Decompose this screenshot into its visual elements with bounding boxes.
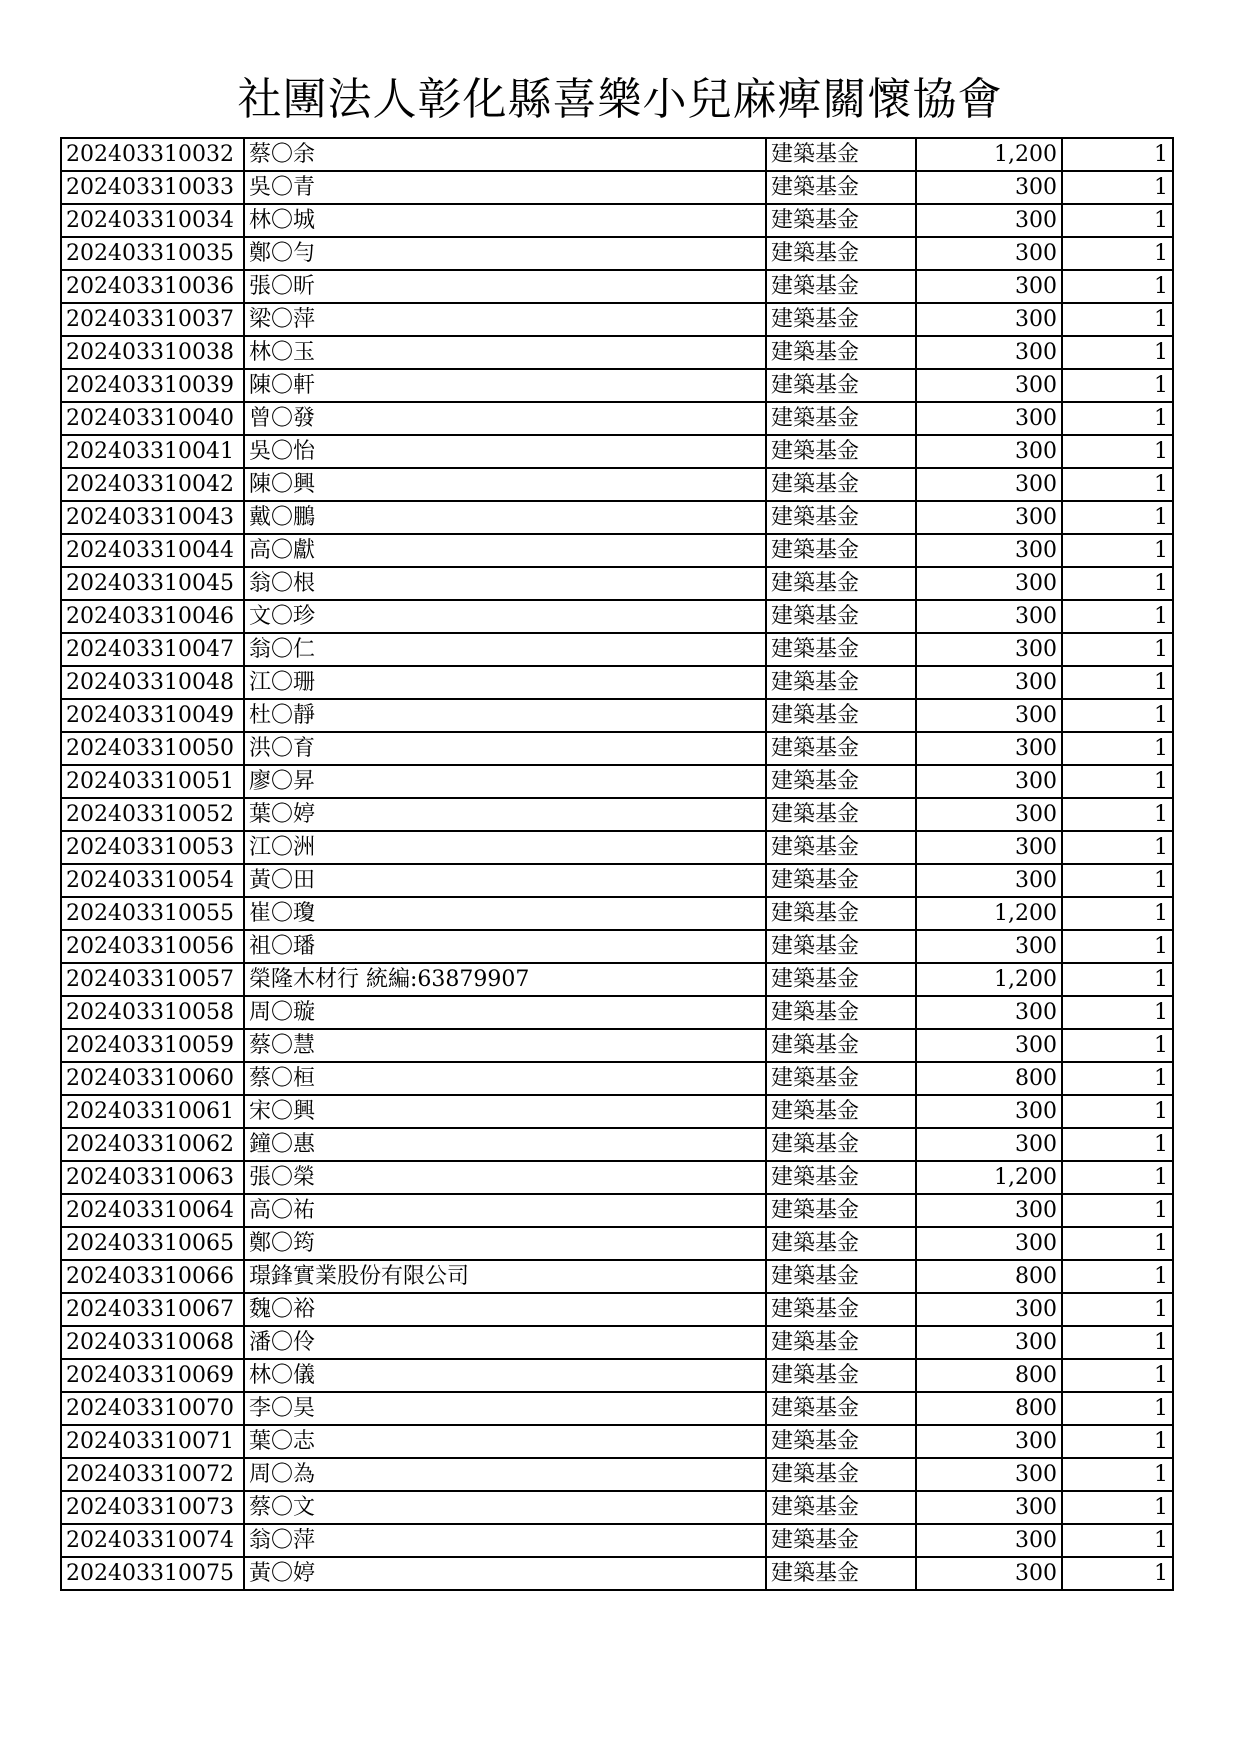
fund-type-cell: 建築基金 [766, 1128, 916, 1161]
table-row [61, 468, 1173, 501]
amount-cell: 300 [916, 1029, 1062, 1062]
amount-cell: 800 [916, 1062, 1062, 1095]
table-row [61, 963, 1173, 996]
count-cell: 1 [1062, 336, 1173, 369]
amount-cell: 300 [916, 1227, 1062, 1260]
fund-type-cell: 建築基金 [766, 831, 916, 864]
donation-table [60, 137, 1174, 1591]
receipt-number-cell: 202403310066 [61, 1260, 244, 1293]
receipt-number-cell: 202403310062 [61, 1128, 244, 1161]
fund-type-cell: 建築基金 [766, 600, 916, 633]
fund-type-cell: 建築基金 [766, 1557, 916, 1590]
table-row [61, 1095, 1173, 1128]
table-row [61, 501, 1173, 534]
amount-cell: 300 [916, 567, 1062, 600]
amount-cell: 300 [916, 1425, 1062, 1458]
amount-cell: 800 [916, 1260, 1062, 1293]
table-row [61, 1293, 1173, 1326]
donor-name-cell: 翁〇根 [244, 567, 766, 600]
donor-name-cell: 文〇珍 [244, 600, 766, 633]
receipt-number-cell: 202403310050 [61, 732, 244, 765]
count-cell: 1 [1062, 237, 1173, 270]
donor-name-cell: 蔡〇文 [244, 1491, 766, 1524]
count-cell: 1 [1062, 270, 1173, 303]
count-cell: 1 [1062, 699, 1173, 732]
receipt-number-cell: 202403310056 [61, 930, 244, 963]
fund-type-cell: 建築基金 [766, 996, 916, 1029]
receipt-number-cell: 202403310036 [61, 270, 244, 303]
table-row [61, 138, 1173, 171]
amount-cell: 1,200 [916, 963, 1062, 996]
table-row [61, 666, 1173, 699]
table-row [61, 1359, 1173, 1392]
table-row [61, 1557, 1173, 1590]
table-row [61, 996, 1173, 1029]
donor-name-cell: 黃〇田 [244, 864, 766, 897]
fund-type-cell: 建築基金 [766, 930, 916, 963]
count-cell: 1 [1062, 732, 1173, 765]
table-row [61, 1491, 1173, 1524]
fund-type-cell: 建築基金 [766, 666, 916, 699]
fund-type-cell: 建築基金 [766, 1392, 916, 1425]
receipt-number-cell: 202403310049 [61, 699, 244, 732]
donor-name-cell: 鄭〇勻 [244, 237, 766, 270]
receipt-number-cell: 202403310043 [61, 501, 244, 534]
count-cell: 1 [1062, 1260, 1173, 1293]
amount-cell: 300 [916, 765, 1062, 798]
count-cell: 1 [1062, 1128, 1173, 1161]
table-row [61, 765, 1173, 798]
receipt-number-cell: 202403310052 [61, 798, 244, 831]
fund-type-cell: 建築基金 [766, 1029, 916, 1062]
table-row [61, 270, 1173, 303]
donor-name-cell: 梁〇萍 [244, 303, 766, 336]
amount-cell: 300 [916, 699, 1062, 732]
receipt-number-cell: 202403310067 [61, 1293, 244, 1326]
amount-cell: 300 [916, 600, 1062, 633]
donor-name-cell: 葉〇婷 [244, 798, 766, 831]
count-cell: 1 [1062, 1293, 1173, 1326]
table-row [61, 336, 1173, 369]
receipt-number-cell: 202403310044 [61, 534, 244, 567]
amount-cell: 300 [916, 1293, 1062, 1326]
fund-type-cell: 建築基金 [766, 633, 916, 666]
donation-table-body [61, 138, 1173, 1590]
amount-cell: 300 [916, 534, 1062, 567]
amount-cell: 1,200 [916, 897, 1062, 930]
fund-type-cell: 建築基金 [766, 1293, 916, 1326]
donor-name-cell: 李〇昊 [244, 1392, 766, 1425]
amount-cell: 300 [916, 864, 1062, 897]
donor-name-cell: 江〇洲 [244, 831, 766, 864]
amount-cell: 300 [916, 633, 1062, 666]
fund-type-cell: 建築基金 [766, 1260, 916, 1293]
receipt-number-cell: 202403310055 [61, 897, 244, 930]
count-cell: 1 [1062, 1095, 1173, 1128]
table-row [61, 831, 1173, 864]
fund-type-cell: 建築基金 [766, 864, 916, 897]
receipt-number-cell: 202403310051 [61, 765, 244, 798]
amount-cell: 300 [916, 732, 1062, 765]
donor-name-cell: 蔡〇余 [244, 138, 766, 171]
count-cell: 1 [1062, 1458, 1173, 1491]
receipt-number-cell: 202403310041 [61, 435, 244, 468]
count-cell: 1 [1062, 1227, 1173, 1260]
amount-cell: 800 [916, 1359, 1062, 1392]
table-row [61, 1326, 1173, 1359]
donor-name-cell: 黃〇婷 [244, 1557, 766, 1590]
amount-cell: 300 [916, 1095, 1062, 1128]
donor-name-cell: 祖〇璠 [244, 930, 766, 963]
amount-cell: 300 [916, 204, 1062, 237]
amount-cell: 300 [916, 435, 1062, 468]
table-row [61, 369, 1173, 402]
fund-type-cell: 建築基金 [766, 897, 916, 930]
receipt-number-cell: 202403310033 [61, 171, 244, 204]
table-row [61, 567, 1173, 600]
donor-name-cell: 林〇城 [244, 204, 766, 237]
donor-name-cell: 林〇玉 [244, 336, 766, 369]
fund-type-cell: 建築基金 [766, 732, 916, 765]
amount-cell: 300 [916, 1458, 1062, 1491]
table-row [61, 1425, 1173, 1458]
table-row [61, 897, 1173, 930]
count-cell: 1 [1062, 402, 1173, 435]
amount-cell: 300 [916, 666, 1062, 699]
donor-name-cell: 蔡〇桓 [244, 1062, 766, 1095]
count-cell: 1 [1062, 897, 1173, 930]
receipt-number-cell: 202403310048 [61, 666, 244, 699]
fund-type-cell: 建築基金 [766, 336, 916, 369]
table-row [61, 534, 1173, 567]
fund-type-cell: 建築基金 [766, 699, 916, 732]
amount-cell: 300 [916, 798, 1062, 831]
receipt-number-cell: 202403310034 [61, 204, 244, 237]
count-cell: 1 [1062, 501, 1173, 534]
amount-cell: 300 [916, 996, 1062, 1029]
donor-name-cell: 陳〇軒 [244, 369, 766, 402]
donor-name-cell: 翁〇仁 [244, 633, 766, 666]
receipt-number-cell: 202403310042 [61, 468, 244, 501]
count-cell: 1 [1062, 1557, 1173, 1590]
count-cell: 1 [1062, 963, 1173, 996]
donor-name-cell: 高〇祐 [244, 1194, 766, 1227]
count-cell: 1 [1062, 1524, 1173, 1557]
count-cell: 1 [1062, 1392, 1173, 1425]
table-row [61, 864, 1173, 897]
fund-type-cell: 建築基金 [766, 1458, 916, 1491]
table-row [61, 1062, 1173, 1095]
donor-name-cell: 戴〇鵬 [244, 501, 766, 534]
donor-name-cell: 榮隆木材行 統編:63879907 [244, 963, 766, 996]
count-cell: 1 [1062, 1161, 1173, 1194]
amount-cell: 300 [916, 501, 1062, 534]
fund-type-cell: 建築基金 [766, 1095, 916, 1128]
count-cell: 1 [1062, 831, 1173, 864]
count-cell: 1 [1062, 1029, 1173, 1062]
donor-name-cell: 鐘〇惠 [244, 1128, 766, 1161]
amount-cell: 300 [916, 1524, 1062, 1557]
fund-type-cell: 建築基金 [766, 1227, 916, 1260]
count-cell: 1 [1062, 930, 1173, 963]
table-row [61, 204, 1173, 237]
count-cell: 1 [1062, 765, 1173, 798]
amount-cell: 300 [916, 369, 1062, 402]
donor-name-cell: 翁〇萍 [244, 1524, 766, 1557]
donor-name-cell: 魏〇裕 [244, 1293, 766, 1326]
fund-type-cell: 建築基金 [766, 501, 916, 534]
amount-cell: 300 [916, 468, 1062, 501]
amount-cell: 300 [916, 303, 1062, 336]
count-cell: 1 [1062, 435, 1173, 468]
table-row [61, 1029, 1173, 1062]
table-row [61, 1392, 1173, 1425]
table-row [61, 1524, 1173, 1557]
receipt-number-cell: 202403310039 [61, 369, 244, 402]
fund-type-cell: 建築基金 [766, 1161, 916, 1194]
donor-name-cell: 曾〇發 [244, 402, 766, 435]
receipt-number-cell: 202403310068 [61, 1326, 244, 1359]
donor-name-cell: 葉〇志 [244, 1425, 766, 1458]
count-cell: 1 [1062, 567, 1173, 600]
receipt-number-cell: 202403310047 [61, 633, 244, 666]
amount-cell: 300 [916, 1557, 1062, 1590]
donor-name-cell: 宋〇興 [244, 1095, 766, 1128]
receipt-number-cell: 202403310045 [61, 567, 244, 600]
fund-type-cell: 建築基金 [766, 468, 916, 501]
fund-type-cell: 建築基金 [766, 1194, 916, 1227]
table-row [61, 237, 1173, 270]
fund-type-cell: 建築基金 [766, 435, 916, 468]
donor-name-cell: 林〇儀 [244, 1359, 766, 1392]
count-cell: 1 [1062, 1425, 1173, 1458]
receipt-number-cell: 202403310054 [61, 864, 244, 897]
amount-cell: 300 [916, 270, 1062, 303]
donor-name-cell: 周〇為 [244, 1458, 766, 1491]
count-cell: 1 [1062, 1359, 1173, 1392]
receipt-number-cell: 202403310069 [61, 1359, 244, 1392]
receipt-number-cell: 202403310071 [61, 1425, 244, 1458]
receipt-number-cell: 202403310037 [61, 303, 244, 336]
fund-type-cell: 建築基金 [766, 270, 916, 303]
table-row [61, 402, 1173, 435]
table-row [61, 1260, 1173, 1293]
receipt-number-cell: 202403310058 [61, 996, 244, 1029]
amount-cell: 1,200 [916, 1161, 1062, 1194]
table-row [61, 171, 1173, 204]
receipt-number-cell: 202403310063 [61, 1161, 244, 1194]
amount-cell: 300 [916, 831, 1062, 864]
table-row [61, 1161, 1173, 1194]
amount-cell: 300 [916, 237, 1062, 270]
count-cell: 1 [1062, 996, 1173, 1029]
fund-type-cell: 建築基金 [766, 237, 916, 270]
table-row [61, 930, 1173, 963]
table-row [61, 732, 1173, 765]
count-cell: 1 [1062, 1491, 1173, 1524]
receipt-number-cell: 202403310073 [61, 1491, 244, 1524]
fund-type-cell: 建築基金 [766, 1359, 916, 1392]
table-row [61, 600, 1173, 633]
receipt-number-cell: 202403310060 [61, 1062, 244, 1095]
count-cell: 1 [1062, 204, 1173, 237]
fund-type-cell: 建築基金 [766, 534, 916, 567]
receipt-number-cell: 202403310035 [61, 237, 244, 270]
fund-type-cell: 建築基金 [766, 567, 916, 600]
fund-type-cell: 建築基金 [766, 798, 916, 831]
receipt-number-cell: 202403310057 [61, 963, 244, 996]
count-cell: 1 [1062, 1326, 1173, 1359]
table-row [61, 699, 1173, 732]
donor-name-cell: 崔〇瓊 [244, 897, 766, 930]
amount-cell: 300 [916, 1491, 1062, 1524]
count-cell: 1 [1062, 1062, 1173, 1095]
table-row [61, 1458, 1173, 1491]
count-cell: 1 [1062, 468, 1173, 501]
count-cell: 1 [1062, 798, 1173, 831]
receipt-number-cell: 202403310046 [61, 600, 244, 633]
amount-cell: 300 [916, 1194, 1062, 1227]
count-cell: 1 [1062, 303, 1173, 336]
table-row [61, 1227, 1173, 1260]
donor-name-cell: 吳〇怡 [244, 435, 766, 468]
count-cell: 1 [1062, 534, 1173, 567]
fund-type-cell: 建築基金 [766, 402, 916, 435]
donor-name-cell: 吳〇青 [244, 171, 766, 204]
donor-name-cell: 鄭〇筠 [244, 1227, 766, 1260]
fund-type-cell: 建築基金 [766, 765, 916, 798]
count-cell: 1 [1062, 369, 1173, 402]
table-row [61, 798, 1173, 831]
fund-type-cell: 建築基金 [766, 1062, 916, 1095]
amount-cell: 300 [916, 402, 1062, 435]
table-row [61, 1194, 1173, 1227]
count-cell: 1 [1062, 666, 1173, 699]
fund-type-cell: 建築基金 [766, 369, 916, 402]
receipt-number-cell: 202403310065 [61, 1227, 244, 1260]
donor-name-cell: 璟鋒實業股份有限公司 [244, 1260, 766, 1293]
receipt-number-cell: 202403310053 [61, 831, 244, 864]
receipt-number-cell: 202403310032 [61, 138, 244, 171]
donor-name-cell: 高〇獻 [244, 534, 766, 567]
receipt-number-cell: 202403310070 [61, 1392, 244, 1425]
donor-name-cell: 張〇榮 [244, 1161, 766, 1194]
donor-name-cell: 杜〇靜 [244, 699, 766, 732]
receipt-number-cell: 202403310038 [61, 336, 244, 369]
table-row [61, 1128, 1173, 1161]
amount-cell: 300 [916, 930, 1062, 963]
count-cell: 1 [1062, 600, 1173, 633]
receipt-number-cell: 202403310040 [61, 402, 244, 435]
fund-type-cell: 建築基金 [766, 963, 916, 996]
amount-cell: 300 [916, 171, 1062, 204]
receipt-number-cell: 202403310061 [61, 1095, 244, 1128]
donor-name-cell: 潘〇伶 [244, 1326, 766, 1359]
amount-cell: 300 [916, 1128, 1062, 1161]
fund-type-cell: 建築基金 [766, 1491, 916, 1524]
donor-name-cell: 張〇昕 [244, 270, 766, 303]
fund-type-cell: 建築基金 [766, 1326, 916, 1359]
donor-name-cell: 陳〇興 [244, 468, 766, 501]
amount-cell: 1,200 [916, 138, 1062, 171]
receipt-number-cell: 202403310075 [61, 1557, 244, 1590]
receipt-number-cell: 202403310072 [61, 1458, 244, 1491]
table-row [61, 435, 1173, 468]
fund-type-cell: 建築基金 [766, 1524, 916, 1557]
count-cell: 1 [1062, 864, 1173, 897]
count-cell: 1 [1062, 1194, 1173, 1227]
donor-name-cell: 蔡〇慧 [244, 1029, 766, 1062]
amount-cell: 800 [916, 1392, 1062, 1425]
receipt-number-cell: 202403310059 [61, 1029, 244, 1062]
receipt-number-cell: 202403310064 [61, 1194, 244, 1227]
count-cell: 1 [1062, 138, 1173, 171]
table-row [61, 303, 1173, 336]
count-cell: 1 [1062, 633, 1173, 666]
fund-type-cell: 建築基金 [766, 204, 916, 237]
donor-name-cell: 周〇璇 [244, 996, 766, 1029]
receipt-number-cell: 202403310074 [61, 1524, 244, 1557]
donor-name-cell: 江〇珊 [244, 666, 766, 699]
fund-type-cell: 建築基金 [766, 138, 916, 171]
fund-type-cell: 建築基金 [766, 1425, 916, 1458]
table-row [61, 633, 1173, 666]
count-cell: 1 [1062, 171, 1173, 204]
page-title: 社團法人彰化縣喜樂小兒麻痺關懷協會 [237, 74, 1003, 125]
donor-name-cell: 洪〇育 [244, 732, 766, 765]
fund-type-cell: 建築基金 [766, 303, 916, 336]
donor-name-cell: 廖〇昇 [244, 765, 766, 798]
amount-cell: 300 [916, 1326, 1062, 1359]
amount-cell: 300 [916, 336, 1062, 369]
fund-type-cell: 建築基金 [766, 171, 916, 204]
